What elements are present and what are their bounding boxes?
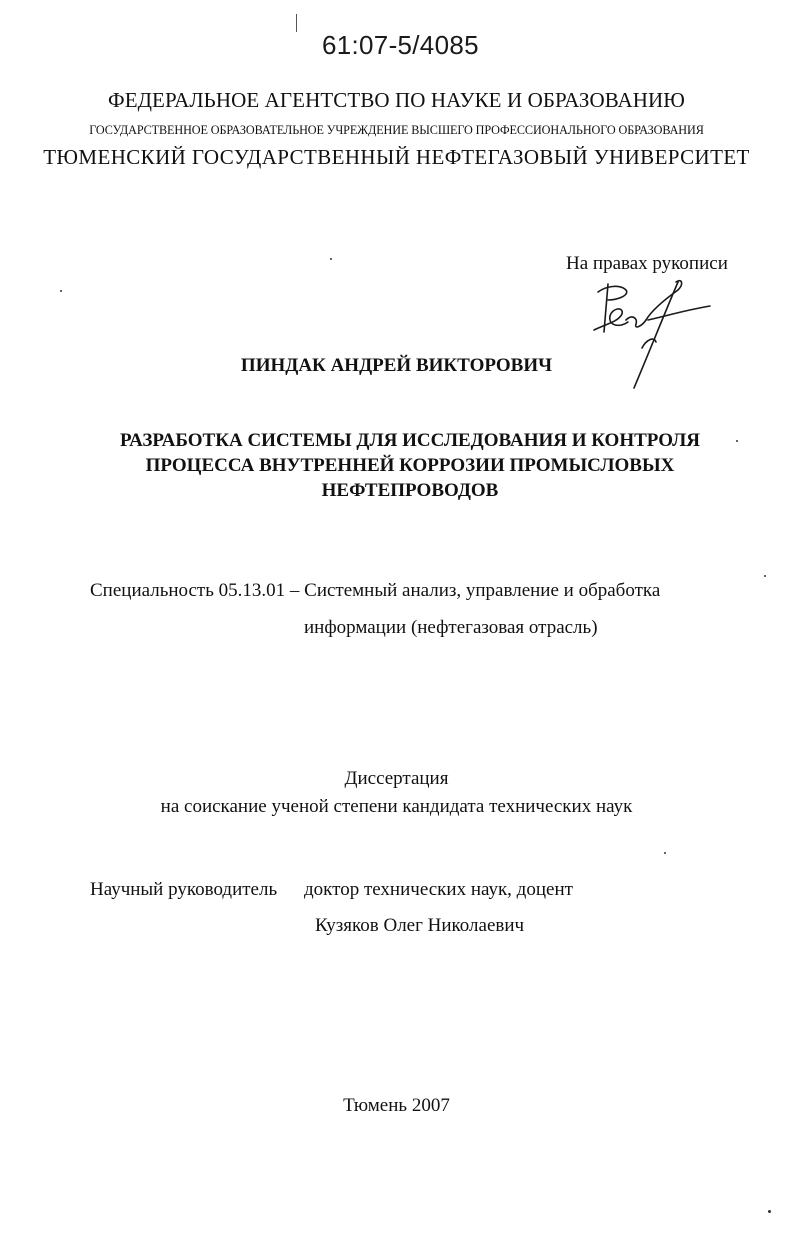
- scan-speck: [736, 440, 738, 442]
- dissertation-type: Диссертация: [344, 768, 449, 789]
- library-stamp-number: 61:07-5/4085: [322, 30, 479, 60]
- city-year: Тюмень 2007: [343, 1095, 450, 1116]
- specialty-line-2: информации (нефтегазовая отрасль): [304, 617, 598, 638]
- dissertation-title-text: РАЗРАБОТКА СИСТЕМЫ ДЛЯ ИССЛЕДОВАНИЯ И КОНТРОЛЯ ПРОЦЕССА ВНУТРЕННЕЙ КОРРОЗИИ ПРОМЫСЛОВЫХ НЕФТЕПРОВОДОВ: [119, 430, 700, 501]
- handwritten-signature-icon: [586, 270, 716, 400]
- scan-speck: [330, 258, 332, 260]
- specialty-line-1: Специальность 05.13.01 – Системный анализ, управление и обработка: [90, 580, 661, 601]
- scan-mark: [296, 14, 297, 32]
- university-name: ТЮМЕНСКИЙ ГОСУДАРСТВЕННЫЙ НЕФТЕГАЗОВЫЙ УНИВЕРСИТЕТ: [43, 145, 750, 169]
- dissertation-title: [100, 428, 720, 503]
- author-name: ПИНДАК АНДРЕЙ ВИКТОРОВИЧ: [240, 355, 553, 376]
- scan-speck: [764, 575, 766, 577]
- manuscript-rights-note: На правах рукописи: [566, 253, 728, 274]
- supervisor-label: Научный руководитель: [90, 879, 278, 900]
- supervisor-name: Кузяков Олег Николаевич: [315, 915, 525, 936]
- institution-type: ГОСУДАРСТВЕННОЕ ОБРАЗОВАТЕЛЬНОЕ УЧРЕЖДЕНИЕ ВЫСШЕГО ПРОФЕССИОНАЛЬНОГО ОБРАЗОВАНИЯ: [89, 123, 704, 137]
- scan-speck: [60, 290, 62, 292]
- supervisor-degree: доктор технических наук, доцент: [304, 879, 573, 900]
- scan-speck: [768, 1210, 771, 1213]
- scan-speck: [664, 852, 666, 854]
- dissertation-purpose: на соискание ученой степени кандидата технических наук: [160, 796, 633, 817]
- agency-name: ФЕДЕРАЛЬНОЕ АГЕНТСТВО ПО НАУКЕ И ОБРАЗОВАНИЮ: [108, 88, 685, 112]
